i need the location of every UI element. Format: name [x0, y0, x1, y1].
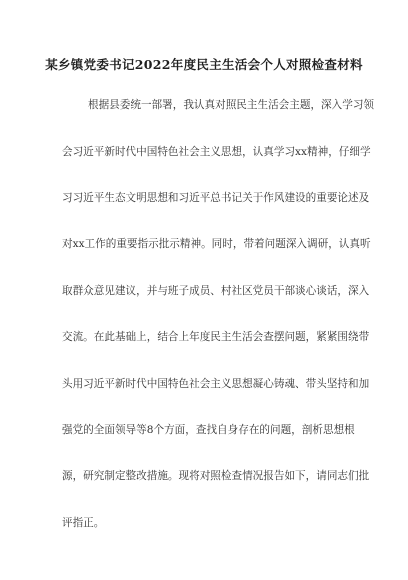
paragraph-line: 对xx工作的重要指示批示精神。同时，带着问题深入调研，认真听 [62, 238, 371, 250]
paragraph-line: 评指正。 [62, 517, 105, 529]
paragraph-line: 强党的全面领导等8个方面，查找自身存在的问题，剖析思想根 [62, 424, 355, 436]
paragraph-line: 取群众意见建议，并与班子成员、村社区党员干部谈心谈话，深入 [62, 285, 370, 297]
paragraph-line: 会习近平新时代中国特色社会主义思想，认真学习xx精神，仔细学 [62, 146, 371, 158]
document-title: 某乡镇党委书记2022年度民主生活会个人对照检查材料 [45, 57, 363, 72]
paragraph-line: 根据县委统一部署，我认真对照民主生活会主题，深入学习领 [88, 99, 375, 111]
paragraph-line: 习习近平生态文明思想和习近平总书记关于作风建设的重要论述及 [62, 192, 370, 204]
paragraph-line: 头用习近平新时代中国特色社会主义思想凝心铸魂、带头坚持和加 [62, 378, 370, 390]
paragraph-line: 源，研究制定整改措施。现将对照检查情况报告如下，请同志们批 [62, 470, 370, 482]
paragraph-line: 交流。在此基础上，结合上年度民主生活会查摆问题，紧紧围绕带 [62, 331, 370, 343]
